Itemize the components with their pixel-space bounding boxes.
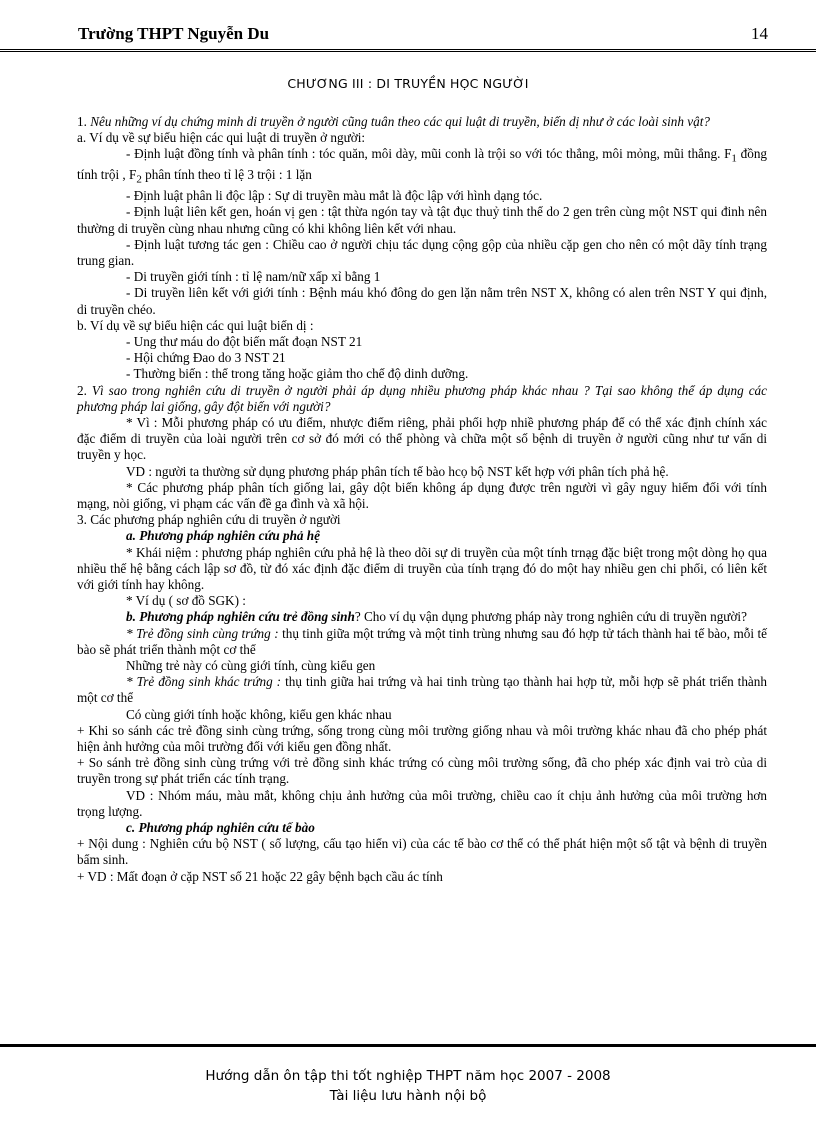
method-a-title: a. Phương pháp nghiên cứu phả hệ <box>126 528 320 544</box>
page-footer <box>0 1066 816 1106</box>
method-b-paragraph-2: + So sánh trẻ đồng sinh cùng trứng với trẻ đồng sinh khác trứng có cùng môi trường sống, đã cho phép xác định vai trò của di truyền trong sự phát triển các tính trạng. <box>77 755 767 787</box>
identical-twins-paragraph: * Trẻ đồng sinh cùng trứng : thụ tinh giữa một trứng và một tinh trùng nhưng sau đó hợp tử tách thành hai tế bào, mỗi tế bào sẽ phát triển thành một cơ thể <box>77 625 767 657</box>
item-b3: - Thường biến : thể trong tăng hoặc giảm tho chế độ dinh dưỡng. <box>126 366 469 382</box>
question-number: 1. <box>77 114 87 129</box>
footer-line-2: Tài liệu lưu hành nội bộ <box>329 1088 487 1104</box>
question-text: Vì sao trong nghiên cứu di truyền ở người phải áp dụng nhiều phương pháp khác nhau ? Tại sao không thể áp dụng các phương pháp lai giống, gây đột biến với người? <box>77 382 767 414</box>
item-a2: - Định luật phân li độc lập : Sự di truyền màu mắt là độc lập với hình dạng tóc. <box>126 188 543 204</box>
method-a-paragraph-2: * Ví dụ ( sơ đồ SGK) : <box>126 593 246 609</box>
q2-paragraph-2: VD : người ta thường sử dụng phương pháp phân tích tế bào hcọ bộ NST kết hợp với phân tích phả hệ. <box>126 463 669 479</box>
footer-rule <box>0 1044 816 1047</box>
item-b1: - Ung thư máu do đột biến mất đoạn NST 21 <box>126 333 363 349</box>
section-a-heading: a. Ví dụ về sự biểu hiện các qui luật di truyền ở người: <box>77 130 366 146</box>
section-b-heading: b. Ví dụ về sự biểu hiện các qui luật biến dị : <box>77 317 314 333</box>
question-text: Nêu những ví dụ chứng minh di truyền ở người cũng tuân theo các qui luật di truyền, biến dị như ở các loài sinh vật? <box>90 114 710 129</box>
item-a1: - Định luật đồng tính và phân tính : tóc quăn, môi dày, mũi conh là trội so với tóc thẳng, môi mỏng, mũi thẳng. $F_1$ đồng tính trội , $F_2$ phân tính theo tỉ lệ 3 trội : 1 lặn <box>77 146 768 186</box>
method-b-title: b. Phương pháp nghiên cứu trẻ đồng sinh? Cho ví dụ vận dụng phương pháp này trong nghiên cứu di truyền người? <box>126 609 747 625</box>
method-b-paragraph-1: + Khi so sánh các trẻ đồng sinh cùng trứng, sống trong cùng môi trường giống nhau và môi trường khác nhau đã cho phép phát hiện ảnh hưởng của môi trường đối với kiểu gen đồng nhất. <box>77 722 767 754</box>
item-a5: - Di truyền giới tính : tỉ lệ nam/nữ xấp xỉ bằng 1 <box>126 269 381 285</box>
school-name: Trường THPT Nguyễn Du <box>78 24 270 43</box>
method-b-example: VD : Nhóm máu, màu mắt, không chịu ảnh hưởng của môi trường, chiều cao ít chịu ảnh hưởng của môi trường hơn trọng lượng. <box>77 787 767 819</box>
identical-twins-note: Những trẻ này có cùng giới tính, cùng kiểu gen <box>126 657 376 673</box>
chapter-title: CHƯƠNG III : DI TRUYỀN HỌC NGƯỜI <box>287 76 529 91</box>
question-3: 3. Các phương pháp nghiên cứu di truyền ở người <box>77 512 341 528</box>
item-a4: - Định luật tương tác gen : Chiều cao ở người chịu tác dụng cộng gộp của nhiều cặp gen cho nên có một dãy tính trạng trung gian. <box>77 236 767 268</box>
header-rule <box>0 49 816 55</box>
page-header <box>78 24 768 48</box>
method-a-paragraph-1: * Khái niệm : phương pháp nghiên cứu phả hệ là theo dõi sự di truyền của một tính trnạg đặc biệt trong một dòng họ qua nhiều thế hệ bằng cách lập sơ đồ, từ đó xác định đặc điểm di truyền của tính trạng đó do một hay nhiều gen chi phối, có liên kết với giới tính hay không. <box>77 544 767 592</box>
q2-paragraph-3: * Các phương pháp phân tích giống lai, gây dột biến không áp dụng được trên người vì gây nguy hiểm đối với tính mạng, nòi giống, vi phạm các vấn đề ga đình và xã hội. <box>77 479 767 511</box>
item-a6: - Di truyền liên kết với giới tính : Bệnh máu khó đông do gen lặn nằm trên NST X, không có alen trên NST Y qui định, di truyền chéo. <box>77 285 767 317</box>
method-c-paragraph-1: + Nội dung : Nghiên cứu bộ NST ( số lượng, cấu tạo hiển vi) của các tế bào cơ thể có thể phát hiện một số tật và bệnh di truyền bẩm sinh. <box>77 836 767 868</box>
document-body <box>77 114 767 885</box>
item-b2: - Hội chứng Đao do 3 NST 21 <box>126 350 286 366</box>
fraternal-twins-note: Có cùng giới tính hoặc không, kiểu gen khác nhau <box>126 706 392 722</box>
question-1 <box>77 114 767 130</box>
question-2 <box>77 383 767 415</box>
q2-paragraph-1: * Vì : Mỗi phương pháp có ưu điểm, nhược điểm riêng, phải phối hợp nhiề phương pháp để có thể xác định chính xác đặc điểm di truyền của loài người trên cơ sở đó mới có thể phòng và chữa một số bệnh di truyền ở người cũng như tư vấn di truyền y học. <box>77 414 767 463</box>
fraternal-twins-paragraph: * Trẻ đồng sinh khác trứng : thụ tinh giữa hai trứng và hai tinh trùng tạo thành hai hợp tử, mỗi hợp sẽ phát triển thành một cơ thể <box>77 674 767 706</box>
question-number: 2. <box>77 382 87 398</box>
page-number: 14 <box>751 24 768 43</box>
item-a3: - Định luật liên kết gen, hoán vị gen : tật thừa ngón tay và tật đục thuỷ tinh thể do 2 gen trên cùng một NST qui đinh nên thường di truyền cùng nhau nhưng cũng có khi không liên kết với nhau. <box>77 204 767 236</box>
footer-line-1: Hướng dẫn ôn tập thi tốt nghiệp THPT năm học 2007 - 2008 <box>205 1068 611 1084</box>
method-c-title: c. Phương pháp nghiên cứu tế bào <box>126 820 315 836</box>
method-c-paragraph-2: + VD : Mất đoạn ở cặp NST số 21 hoặc 22 gây bệnh bạch cầu ác tính <box>77 868 443 884</box>
